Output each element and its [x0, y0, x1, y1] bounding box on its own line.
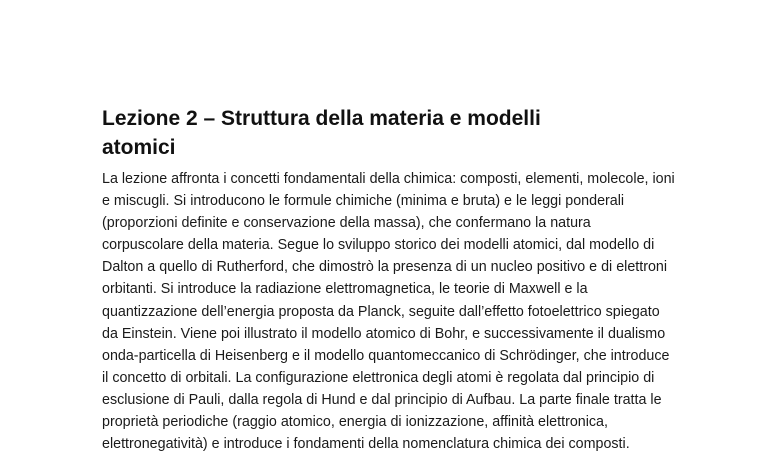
paragraph-line: esclusione di Pauli, dalla regola di Hund e dal principio di Aufbau. La parte finale tratta le [102, 391, 662, 408]
title-line: Lezione 2 – Struttura della materia e modelli [102, 107, 541, 130]
lesson-title [102, 104, 702, 162]
paragraph-line: quantizzazione dell’energia proposta da Planck, seguite dall’effetto fotoelettrico spiegato [102, 303, 660, 320]
paragraph-line: e miscugli. Si introducono le formule chimiche (minima e bruta) e le leggi ponderali [102, 193, 625, 210]
title-line: atomici [102, 136, 176, 159]
paragraph-line: proprietà periodiche (raggio atomico, energia di ionizzazione, affinità elettronica, [102, 414, 608, 431]
paragraph-line: La lezione affronta i concetti fondamentali della chimica: composti, elementi, molecole, ioni [102, 171, 675, 187]
paragraph-line: onda-particella di Heisenberg e il modello quantomeccanico di Schrödinger, che introduce [102, 347, 670, 364]
paragraph-line: il concetto di orbitali. La configurazione elettronica degli atomi è regolata dal principio di [102, 369, 655, 386]
paragraph-line: corpuscolare della materia. Segue lo sviluppo storico dei modelli atomici, dal modello di [102, 237, 655, 254]
lesson-summary-paragraph [102, 168, 682, 455]
paragraph-line: Dalton a quello di Rutherford, che dimostrò la presenza di un nucleo positivo e di elettroni [102, 259, 668, 276]
paragraph-line: elettronegatività) e introduce i fondamenti della nomenclatura chimica dei composti. [102, 436, 630, 453]
paragraph-line: (proporzioni definite e conservazione della massa), che confermano la natura [102, 215, 591, 232]
paragraph-line: orbitanti. Si introduce la radiazione elettromagnetica, le teorie di Maxwell e la [102, 281, 588, 298]
paragraph-line: da Einstein. Viene poi illustrato il modello atomico di Bohr, e successivamente il dualismo [102, 325, 666, 342]
